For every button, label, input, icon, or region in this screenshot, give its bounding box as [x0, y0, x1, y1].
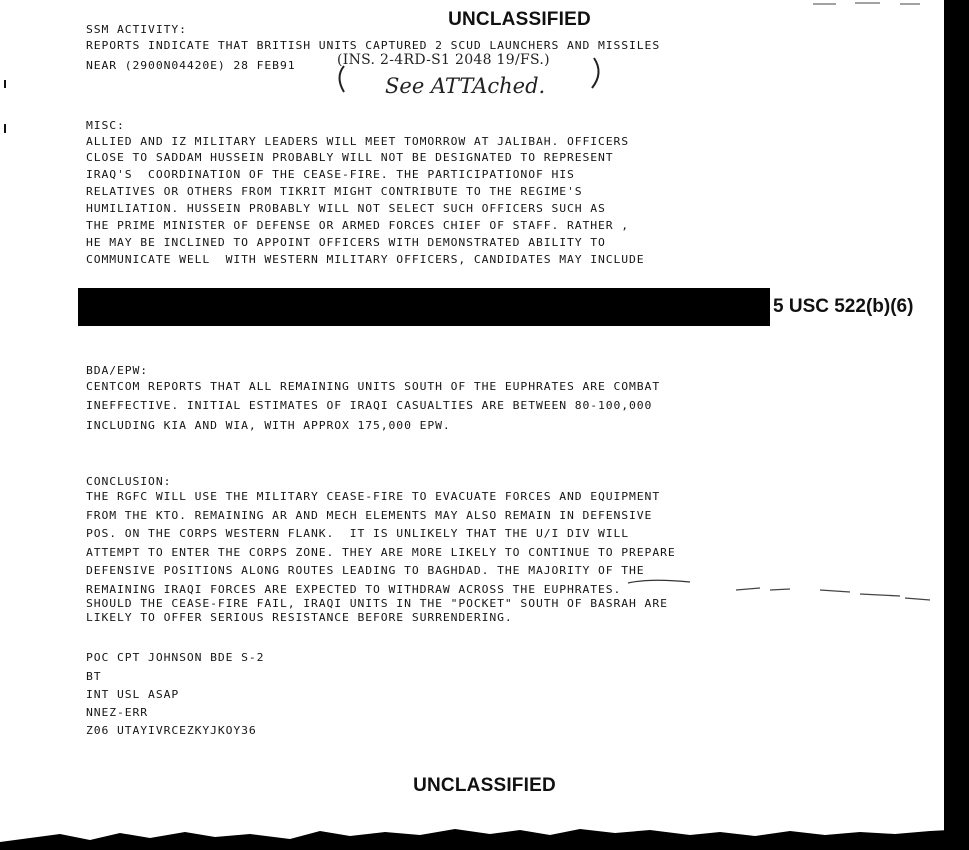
handwritten-insert-note: (INS. 2-4RD-S1 2048 19/FS.) [337, 52, 550, 68]
conclusion-section-header: CONCLUSION: [86, 475, 172, 488]
foia-exemption-label: 5 USC 522(b)(6) [773, 296, 914, 317]
scan-artifact [4, 124, 6, 133]
misc-line: RELATIVES OR OTHERS FROM TIKRIT MIGHT CONTRIBUTE TO THE REGIME'S [86, 185, 583, 198]
conclusion-line: THE RGFC WILL USE THE MILITARY CEASE-FIRE TO EVACUATE FORCES AND EQUIPMENT [86, 490, 661, 503]
ssm-section-header: SSM ACTIVITY: [86, 23, 187, 36]
misc-line: HUMILIATION. HUSSEIN PROBABLY WILL NOT SELECT SUCH OFFICERS SUCH AS [86, 202, 606, 215]
conclusion-line: FROM THE KTO. REMAINING AR AND MECH ELEMENTS MAY ALSO REMAIN IN DEFENSIVE [86, 509, 653, 522]
conclusion-line: SHOULD THE CEASE-FIRE FAIL, IRAQI UNITS IN THE "POCKET" SOUTH OF BASRAH ARE [86, 597, 668, 610]
conclusion-line: LIKELY TO OFFER SERIOUS RESISTANCE BEFORE SURRENDERING. [86, 611, 513, 624]
scan-artifact [4, 80, 6, 88]
conclusion-line: REMAINING IRAQI FORCES ARE EXPECTED TO WITHDRAW ACROSS THE EUPHRATES. [86, 583, 622, 596]
footer-line: POC CPT JOHNSON BDE S-2 [86, 651, 265, 664]
handwritten-see-attached: See ATTAched. [385, 74, 546, 98]
bda-line: INCLUDING KIA AND WIA, WITH APPROX 175,000 EPW. [86, 419, 451, 432]
misc-line: IRAQ'S COORDINATION OF THE CEASE-FIRE. THE PARTICIPATIONOF HIS [86, 168, 575, 181]
bda-line: CENTCOM REPORTS THAT ALL REMAINING UNITS SOUTH OF THE EUPHRATES ARE COMBAT [86, 380, 661, 393]
footer-line: BT [86, 670, 102, 683]
bda-line: INEFFECTIVE. INITIAL ESTIMATES OF IRAQI CASUALTIES ARE BETWEEN 80-100,000 [86, 399, 653, 412]
conclusion-line: DEFENSIVE POSITIONS ALONG ROUTES LEADING TO BAGHDAD. THE MAJORITY OF THE [86, 564, 645, 577]
footer-line: NNEZ-ERR [86, 706, 149, 719]
scan-edge-bottom [0, 820, 969, 850]
misc-line: COMMUNICATE WELL WITH WESTERN MILITARY OFFICERS, CANDIDATES MAY INCLUDE [86, 253, 645, 266]
classification-footer: UNCLASSIFIED [413, 775, 556, 796]
classification-header: UNCLASSIFIED [448, 9, 591, 30]
misc-line: CLOSE TO SADDAM HUSSEIN PROBABLY WILL NOT BE DESIGNATED TO REPRESENT [86, 151, 614, 164]
conclusion-line: POS. ON THE CORPS WESTERN FLANK. IT IS UNLIKELY THAT THE U/I DIV WILL [86, 527, 630, 540]
misc-line: HE MAY BE INCLINED TO APPOINT OFFICERS WITH DEMONSTRATED ABILITY TO [86, 236, 606, 249]
ssm-line: REPORTS INDICATE THAT BRITISH UNITS CAPTURED 2 SCUD LAUNCHERS AND MISSILES [86, 39, 661, 52]
misc-section-header: MISC: [86, 119, 125, 132]
footer-line: INT USL ASAP [86, 688, 180, 701]
conclusion-line: ATTEMPT TO ENTER THE CORPS ZONE. THEY ARE MORE LIKELY TO CONTINUE TO PREPARE [86, 546, 676, 559]
bda-section-header: BDA/EPW: [86, 364, 149, 377]
misc-line: ALLIED AND IZ MILITARY LEADERS WILL MEET TOMORROW AT JALIBAH. OFFICERS [86, 135, 630, 148]
scan-edge-right [944, 0, 969, 850]
ssm-line: NEAR (2900N04420E) 28 FEB91 [86, 59, 296, 72]
misc-line: THE PRIME MINISTER OF DEFENSE OR ARMED FORCES CHIEF OF STAFF. RATHER , [86, 219, 630, 232]
footer-line: Z06 UTAYIVRCEZKYJKOY36 [86, 724, 257, 737]
